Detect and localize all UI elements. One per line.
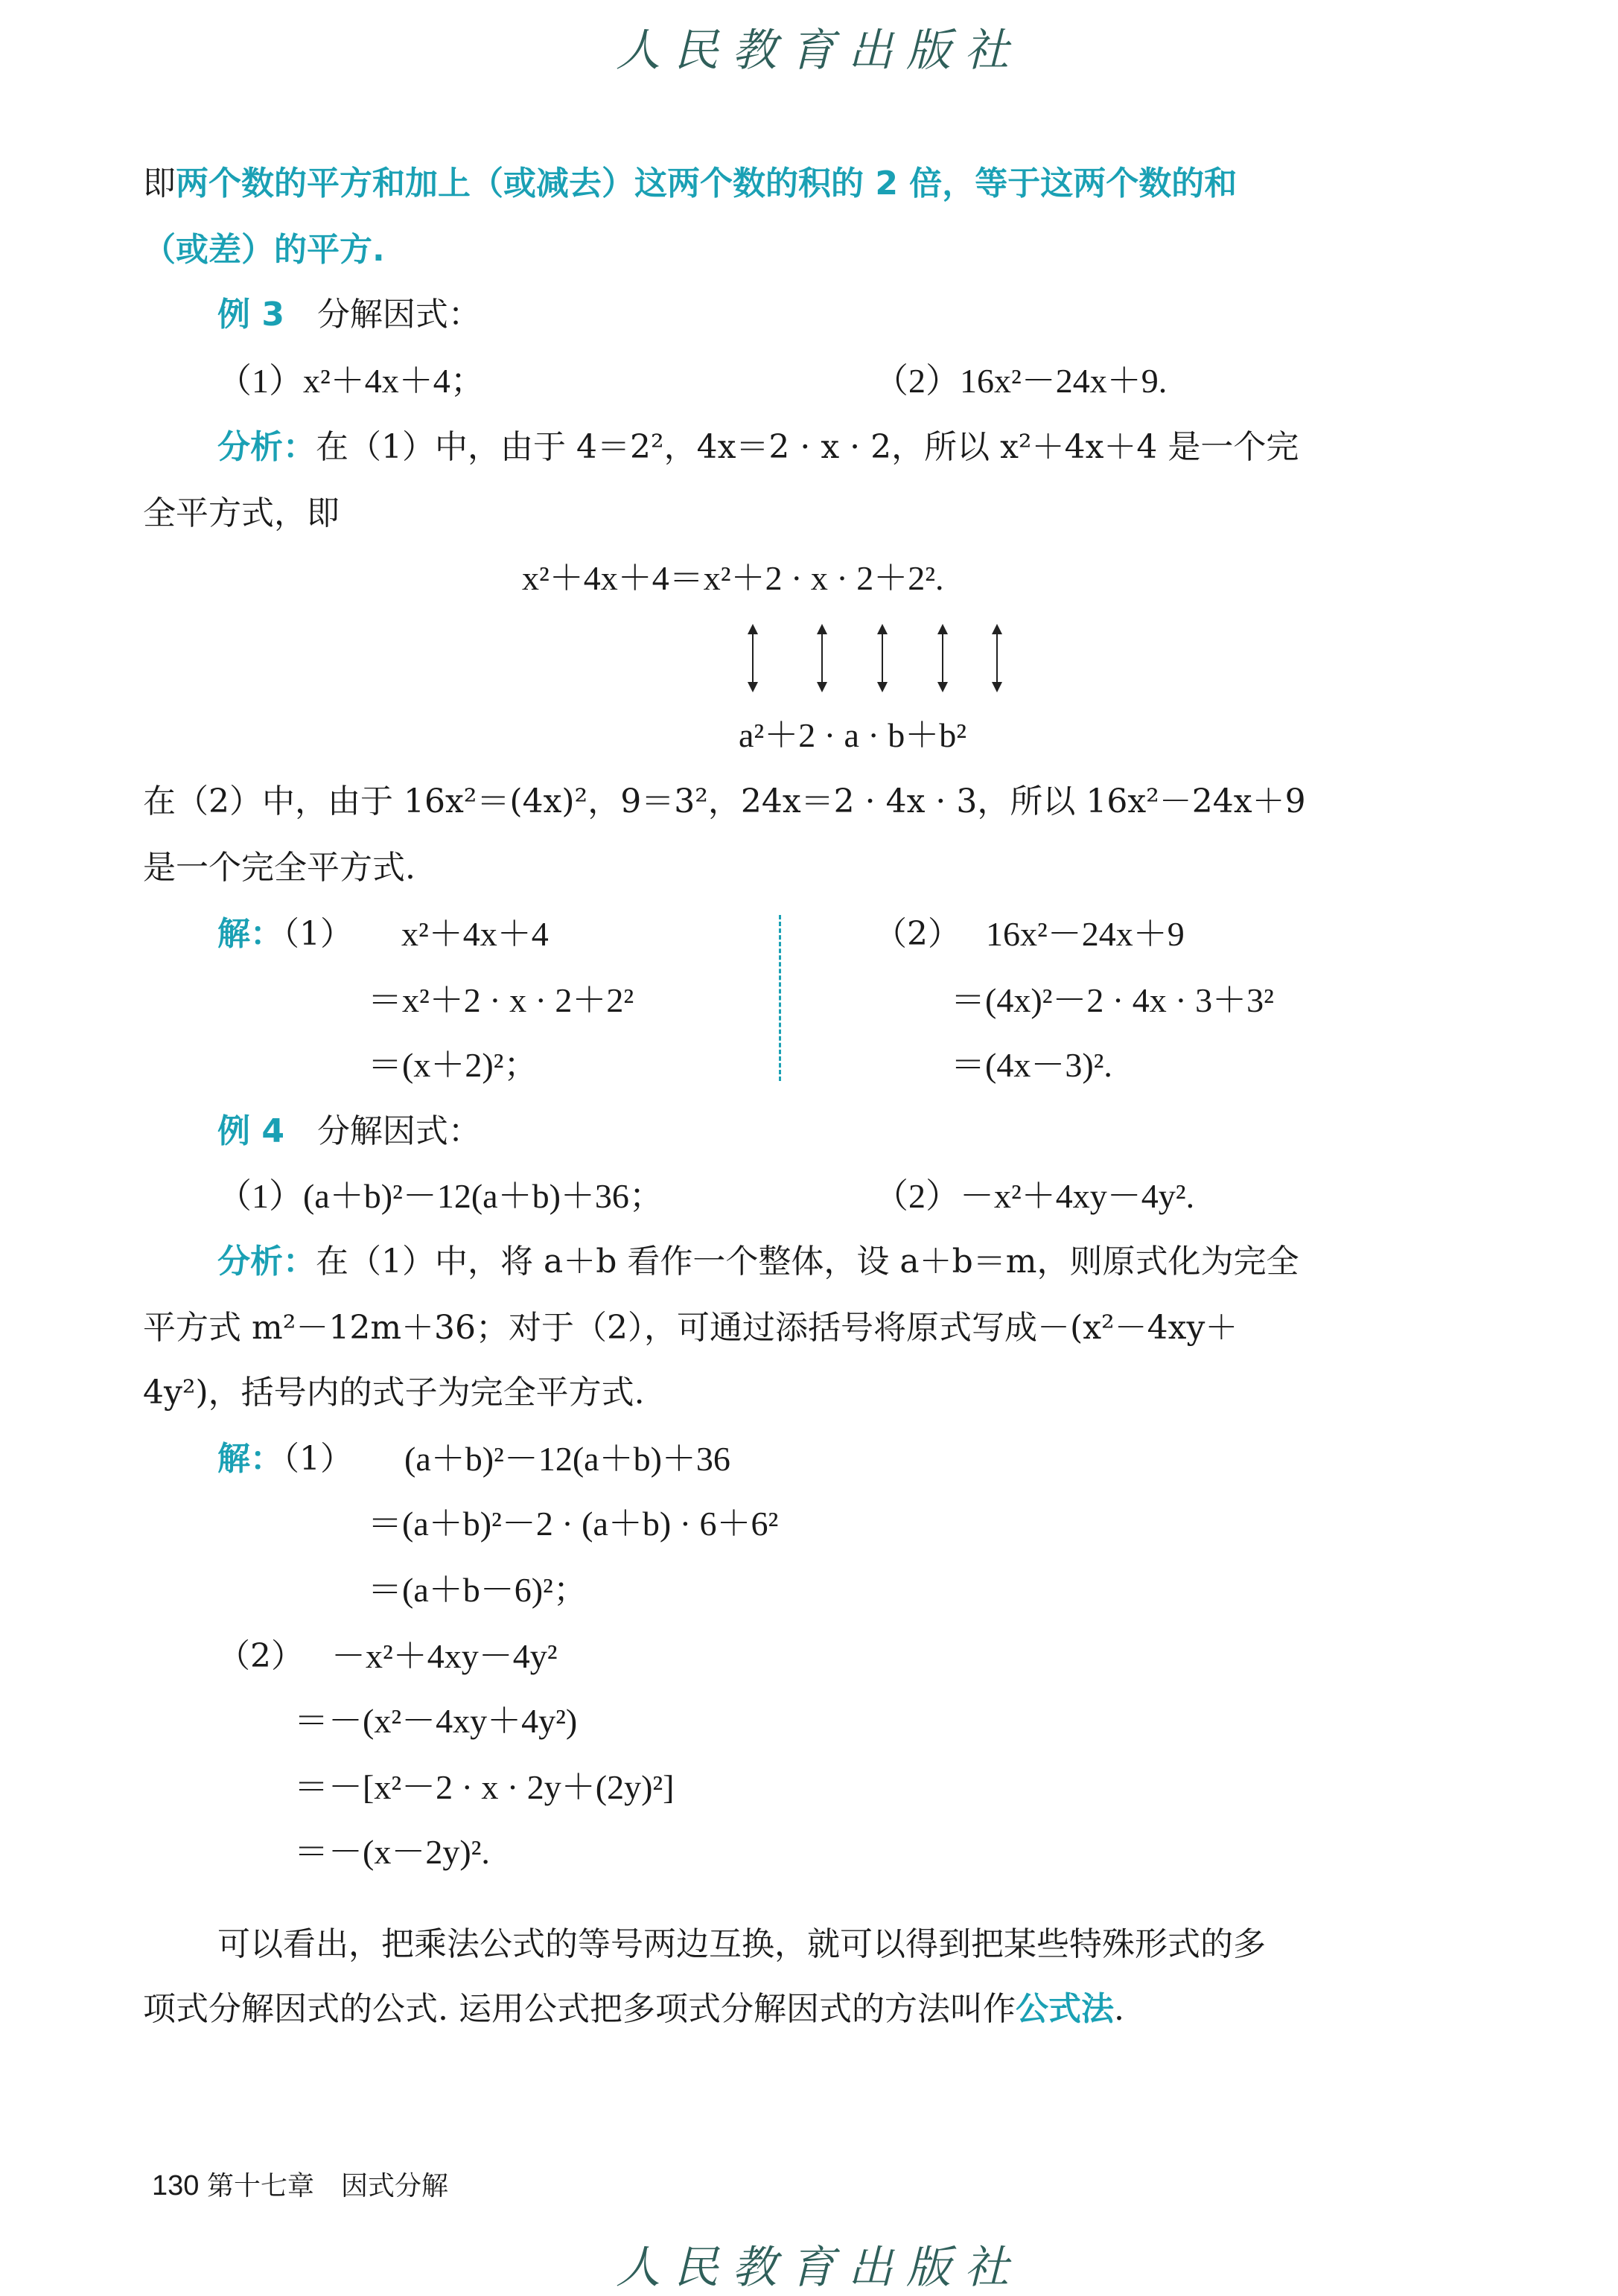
example-4-heading <box>217 1109 481 1154</box>
ex3-s2-step3: ＝(4x－3)². <box>951 1046 1112 1084</box>
analysis-text: 在（1）中，由于 4＝2²，4x＝2 · x · 2，所以 x²＋4x＋4 是一个完 <box>316 428 1299 466</box>
ex4-problem-2: （2）－x²＋4xy－4y². <box>874 1177 1195 1215</box>
ex3-analysis-1 <box>217 425 1299 470</box>
example-label: 例 4 <box>217 1112 284 1150</box>
display-template: a²＋2 · a · b＋b² <box>739 716 967 754</box>
ex3-analysis-4: 是一个完全平方式. <box>143 849 415 887</box>
ex3-problem-2: （2）16x²－24x＋9. <box>874 362 1168 400</box>
double-arrow-icon <box>942 625 943 691</box>
example-title: 分解因式： <box>316 1112 481 1150</box>
chapter-title: 第十七章 因式分解 <box>206 2171 448 2201</box>
double-arrow-icon <box>752 625 754 691</box>
page-footer <box>152 2163 448 2208</box>
example-title: 分解因式： <box>316 296 481 334</box>
publisher-logo-footer: 人民教育出版社 <box>616 2242 1022 2294</box>
page-number: 130 <box>152 2170 200 2201</box>
ex3-s1-step1: x²＋4x＋4 <box>401 915 549 953</box>
ex4-s1-step2: ＝(a＋b)²－2 · (a＋b) · 6＋6² <box>368 1505 779 1543</box>
ex4-analysis-3: 4y²)，括号内的式子为完全平方式. <box>143 1374 645 1412</box>
ex4-analysis-2: 平方式 m²－12m＋36；对于（2），可通过添括号将原式写成－(x²－4xy＋ <box>143 1309 1238 1347</box>
ex4-problem-1: （1）(a＋b)²－12(a＋b)＋36； <box>217 1177 663 1215</box>
ex3-analysis-3: 在（2）中，由于 16x²＝(4x)²，9＝3²，24x＝2 · 4x · 3，所以 16x²－24x＋9 <box>143 782 1306 820</box>
conclusion-text: 项式分解因式的公式. 运用公式把多项式分解因式的方法叫作 <box>143 1990 1016 2028</box>
ex4-s2-step2: ＝－(x²－4xy＋4y²) <box>294 1702 578 1740</box>
key-term: 公式法 <box>1015 1990 1114 2028</box>
conclusion-line-2 <box>143 1987 1124 2032</box>
display-equation: x²＋4x＋4＝x²＋2 · x · 2＋2². <box>522 559 944 597</box>
ex4-s2-step3: ＝－[x²－2 · x · 2y＋(2y)²] <box>294 1768 675 1806</box>
ex4-s1-step1: (a＋b)²－12(a＋b)＋36 <box>404 1440 730 1478</box>
ex3-s2-step2: ＝(4x)²－2 · 4x · 3＋3² <box>951 981 1274 1019</box>
example-3-heading <box>217 293 481 337</box>
ex3-s2-number: （2） <box>874 915 961 953</box>
solution-number: （1） <box>283 915 353 953</box>
solution-label: 解： <box>217 1440 283 1478</box>
ex3-problem-1: （1）x²＋4x＋4； <box>217 362 485 400</box>
ex4-solution-1-l1 <box>217 1437 353 1482</box>
conclusion-end: . <box>1113 1990 1124 2028</box>
double-arrow-icon <box>821 625 823 691</box>
intro-line-1 <box>143 162 1237 206</box>
ex3-s1-step2: ＝x²＋2 · x · 2＋2² <box>368 981 634 1019</box>
solution-number: （1） <box>283 1440 353 1478</box>
ex3-s1-step3: ＝(x＋2)²； <box>368 1046 538 1084</box>
intro-line-2: （或差）的平方. <box>143 231 385 269</box>
double-arrow-icon <box>996 625 998 691</box>
analysis-label: 分析： <box>217 1243 316 1281</box>
publisher-logo-header: 人民教育出版社 <box>616 25 1022 77</box>
column-divider <box>779 915 781 1081</box>
solution-label: 解： <box>217 915 283 953</box>
ex4-s2-step1: －x²＋4xy－4y² <box>331 1637 558 1675</box>
ex3-s2-step1: 16x²－24x＋9 <box>986 915 1185 953</box>
analysis-label: 分析： <box>217 428 316 466</box>
ex4-analysis-1 <box>217 1240 1299 1284</box>
conclusion-line-1: 可以看出，把乘法公式的等号两边互换，就可以得到把某些特殊形式的多 <box>217 1925 1266 1963</box>
ex4-s1-step3: ＝(a＋b－6)²； <box>368 1571 587 1609</box>
analysis-text: 在（1）中，将 a＋b 看作一个整体，设 a＋b＝m，则原式化为完全 <box>316 1243 1299 1281</box>
ex4-s2-number: （2） <box>217 1637 304 1675</box>
ex3-solution-1-l1 <box>217 912 353 957</box>
intro-highlight: 两个数的平方和加上（或减去）这两个数的积的 2 倍，等于这两个数的和 <box>176 165 1238 203</box>
double-arrow-icon <box>882 625 883 691</box>
intro-prefix: 即 <box>143 165 176 203</box>
example-label: 例 3 <box>217 296 284 334</box>
ex4-s2-step4: ＝－(x－2y)². <box>294 1833 490 1871</box>
ex3-analysis-2: 全平方式，即 <box>143 494 340 532</box>
